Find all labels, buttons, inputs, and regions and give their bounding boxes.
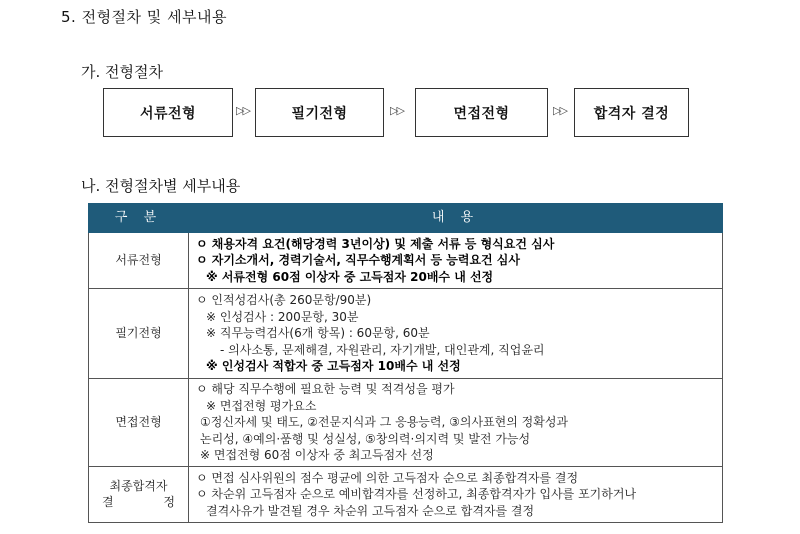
content-line: ※ 직무능력검사(6개 항목) : 60문항, 60분: [206, 326, 430, 341]
content-line: 논리성, ④예의·품행 및 성실성, ⑤창의력·의지력 및 발전 가능성: [200, 431, 531, 446]
content-line: ※ 인성검사 : 200문항, 30분: [206, 309, 359, 324]
stage-label-char: 결: [102, 495, 114, 510]
flow-step-interview: 면접전형: [415, 88, 548, 137]
flow-step-final-decision: 합격자 결정: [574, 88, 689, 137]
table-row: [89, 379, 723, 467]
content-line: ㅇ 자기소개서, 경력기술서, 직무수행계획서 등 능력요건 심사: [196, 253, 520, 268]
flow-arrow-icon: ▷▷: [390, 104, 403, 117]
flow-step-written-test: 필기전형: [255, 88, 384, 137]
content-line: ㅇ 인적성검사(총 260문항/90분): [196, 293, 372, 308]
header-content: 내 용: [189, 204, 723, 233]
table-row: [89, 466, 723, 522]
content-line: ㅇ 채용자격 요건(해당경력 3년이상) 및 제출 서류 등 형식요건 심사: [196, 236, 555, 251]
content-line: - 의사소통, 문제해결, 자원관리, 자기개발, 대인관계, 직업윤리: [220, 342, 545, 357]
stage-label: [89, 466, 189, 522]
flow-arrow-icon: ▷▷: [236, 104, 249, 117]
subsection-process-title: 가. 전형절차: [81, 63, 163, 81]
stage-content: [189, 233, 723, 289]
content-line: ①정신자세 및 태도, ②전문지식과 그 응용능력, ③의사표현의 정확성과: [200, 415, 568, 430]
stage-label: 필기전형: [89, 289, 189, 379]
subsection-detail-title: 나. 전형절차별 세부내용: [81, 177, 241, 195]
stage-label: 면접전형: [89, 379, 189, 467]
content-line: ※ 면접전형 평가요소: [206, 398, 317, 413]
detail-table: [88, 203, 723, 523]
flow-step-document-screening: 서류전형: [103, 88, 233, 137]
content-line: ㅇ 차순위 고득점자 순으로 예비합격자를 선정하고, 최종합격자가 입사를 포기하거나: [196, 487, 637, 502]
section-title: 5. 전형절차 및 세부내용: [61, 8, 228, 26]
stage-content: [189, 466, 723, 522]
stage-label-line2: [90, 494, 187, 511]
stage-content: [189, 289, 723, 379]
stage-content: [189, 379, 723, 467]
content-line: ※ 서류전형 60점 이상자 중 고득점자 20배수 내 선정: [206, 269, 494, 284]
content-line: ※ 인성검사 적합자 중 고득점자 10배수 내 선정: [206, 359, 461, 374]
stage-label: 서류전형: [89, 233, 189, 289]
table-header-row: [89, 204, 723, 233]
stage-label-line1: 최종합격자: [109, 478, 168, 493]
stage-label-char: 정: [163, 495, 175, 510]
content-line: ㅇ 면접 심사위원의 점수 평균에 의한 고득점자 순으로 최종합격자를 결정: [196, 470, 579, 485]
flow-arrow-icon: ▷▷: [553, 104, 566, 117]
content-line: ㅇ 해당 직무수행에 필요한 능력 및 적격성을 평가: [196, 382, 455, 396]
table-row: [89, 233, 723, 289]
header-category: 구 분: [89, 204, 189, 233]
content-line: 결격사유가 발견될 경우 차순위 고득점자 순으로 합격자를 결정: [206, 503, 535, 518]
table-row: [89, 289, 723, 379]
content-line: ※ 면접전형 60점 이상자 중 최고득점자 선정: [200, 448, 434, 463]
